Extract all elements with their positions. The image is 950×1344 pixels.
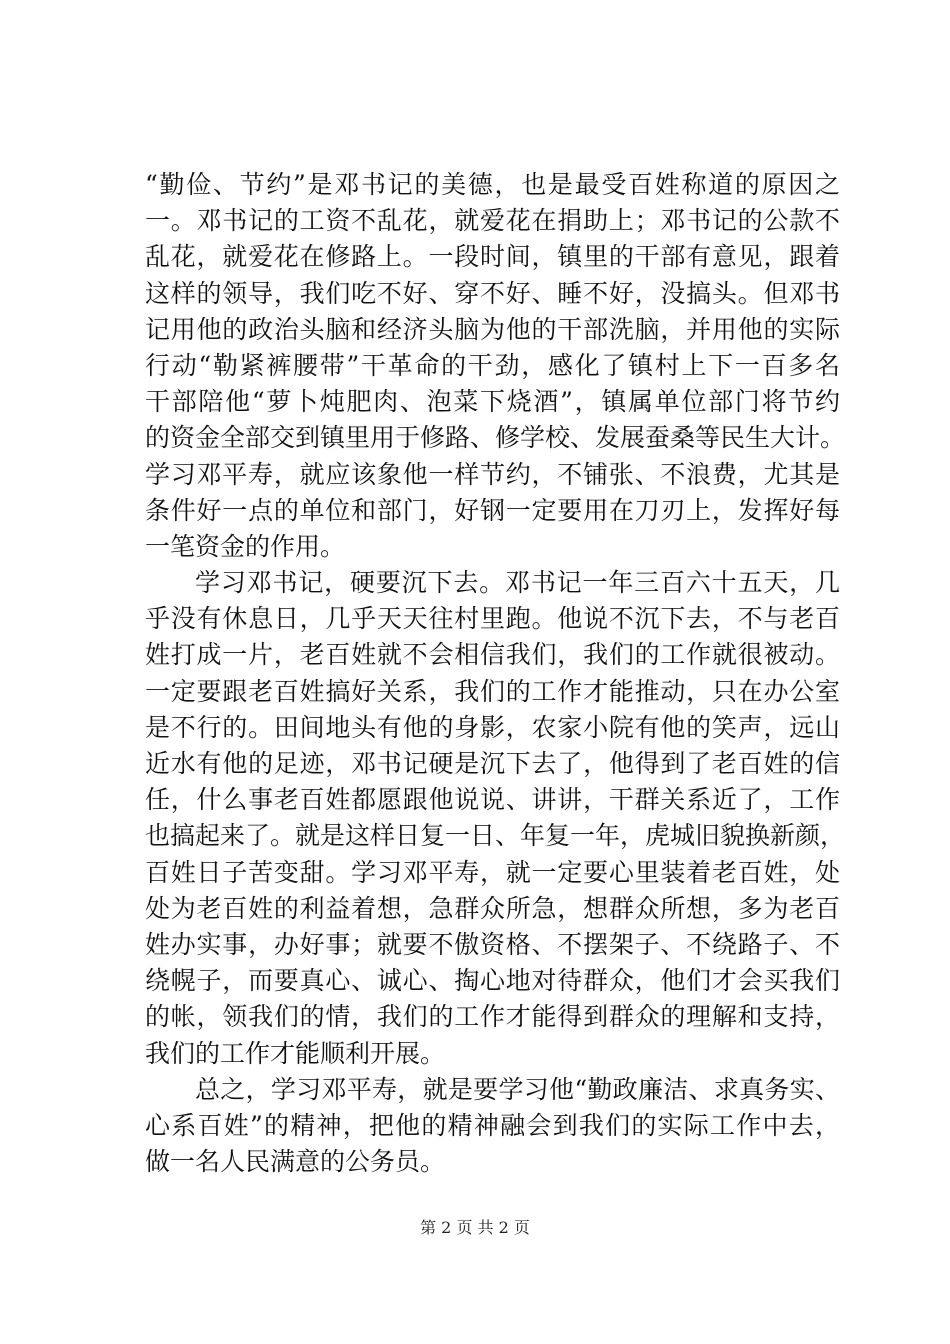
text-line: 百姓日子苦变甜。学习邓平寿，就一定要心里装着老百姓，处	[145, 857, 840, 887]
text-line: 近水有他的足迹，邓书记硬是沉下去了，他得到了老百姓的信	[145, 749, 840, 778]
text-line: 学习邓平寿，就应该象他一样节约，不铺张、不浪费，尤其是	[145, 459, 840, 489]
text-line: 一。邓书记的工资不乱花，就爱花在捐助上；邓书记的公款不	[145, 206, 840, 236]
text-line: 姓打成一片，老百姓就不会相信我们，我们的工作就很被动。	[145, 640, 840, 670]
text-line: 我们的工作才能顺利开展。	[145, 1038, 446, 1068]
text-line: 条件好一点的单位和部门，好钢一定要用在刀刃上，发挥好每	[145, 495, 840, 525]
text-line: 心系百姓”的精神，把他的精神融会到我们的实际工作中去，	[145, 1110, 840, 1140]
paragraph	[145, 167, 846, 565]
text-line: 姓办实事，办好事；就要不傲资格、不摆架子、不绕路子、不	[145, 929, 840, 959]
text-line: 绕幌子，而要真心、诚心、掏心地对待群众，他们才会买我们	[145, 966, 840, 996]
text-line: 行动“勒紧裤腰带”干革命的干劲，感化了镇村上下一百多名	[145, 350, 840, 380]
text-line: 一笔资金的作用。	[145, 531, 346, 561]
text-line: 乱花，就爱花在修路上。一段时间，镇里的干部有意见，跟着	[145, 242, 840, 272]
text-line: 处为老百姓的利益着想，急群众所急，想群众所想，多为老百	[145, 893, 840, 923]
text-line: 学习邓书记，硬要沉下去。邓书记一年三百六十五天，几	[195, 568, 840, 598]
text-line: 做一名人民满意的公务员。	[145, 1147, 446, 1177]
text-line: 总之，学习邓平寿，就是要学习他“勤政廉洁、求真务实、	[195, 1074, 840, 1104]
text-line: 这样的领导，我们吃不好、穿不好、睡不好，没搞头。但邓书	[145, 278, 840, 308]
text-line: “勤俭、节约”是邓书记的美德，也是最受百姓称道的原因之	[145, 170, 840, 199]
paragraph	[145, 1072, 840, 1181]
page-number-footer: 第 2 页 共 2 页	[420, 1218, 530, 1237]
text-line: 也搞起来了。就是这样日复一日、年复一年，虎城旧貌换新颜，	[145, 821, 846, 851]
paragraph	[145, 565, 846, 1072]
text-line: 的资金全部交到镇里用于修路、修学校、发展蚕桑等民生大计。	[145, 423, 846, 453]
text-line: 干部陪他“萝卜炖肥肉、泡菜下烧酒”，镇属单位部门将节约	[145, 387, 840, 417]
text-line: 的帐，领我们的情，我们的工作才能得到群众的理解和支持，	[145, 1002, 840, 1032]
text-line: 任，什么事老百姓都愿跟他说说、讲讲，干群关系近了，工作	[145, 785, 840, 815]
text-line: 一定要跟老百姓搞好关系，我们的工作才能推动，只在办公室	[145, 676, 840, 706]
text-line: 是不行的。田间地头有他的身影，农家小院有他的笑声，远山	[145, 712, 840, 742]
document-body	[145, 167, 846, 1180]
text-line: 乎没有休息日，几乎天天往村里跑。他说不沉下去，不与老百	[145, 604, 840, 634]
text-line: 记用他的政治头脑和经济头脑为他的干部洗脑，并用他的实际	[145, 314, 840, 344]
